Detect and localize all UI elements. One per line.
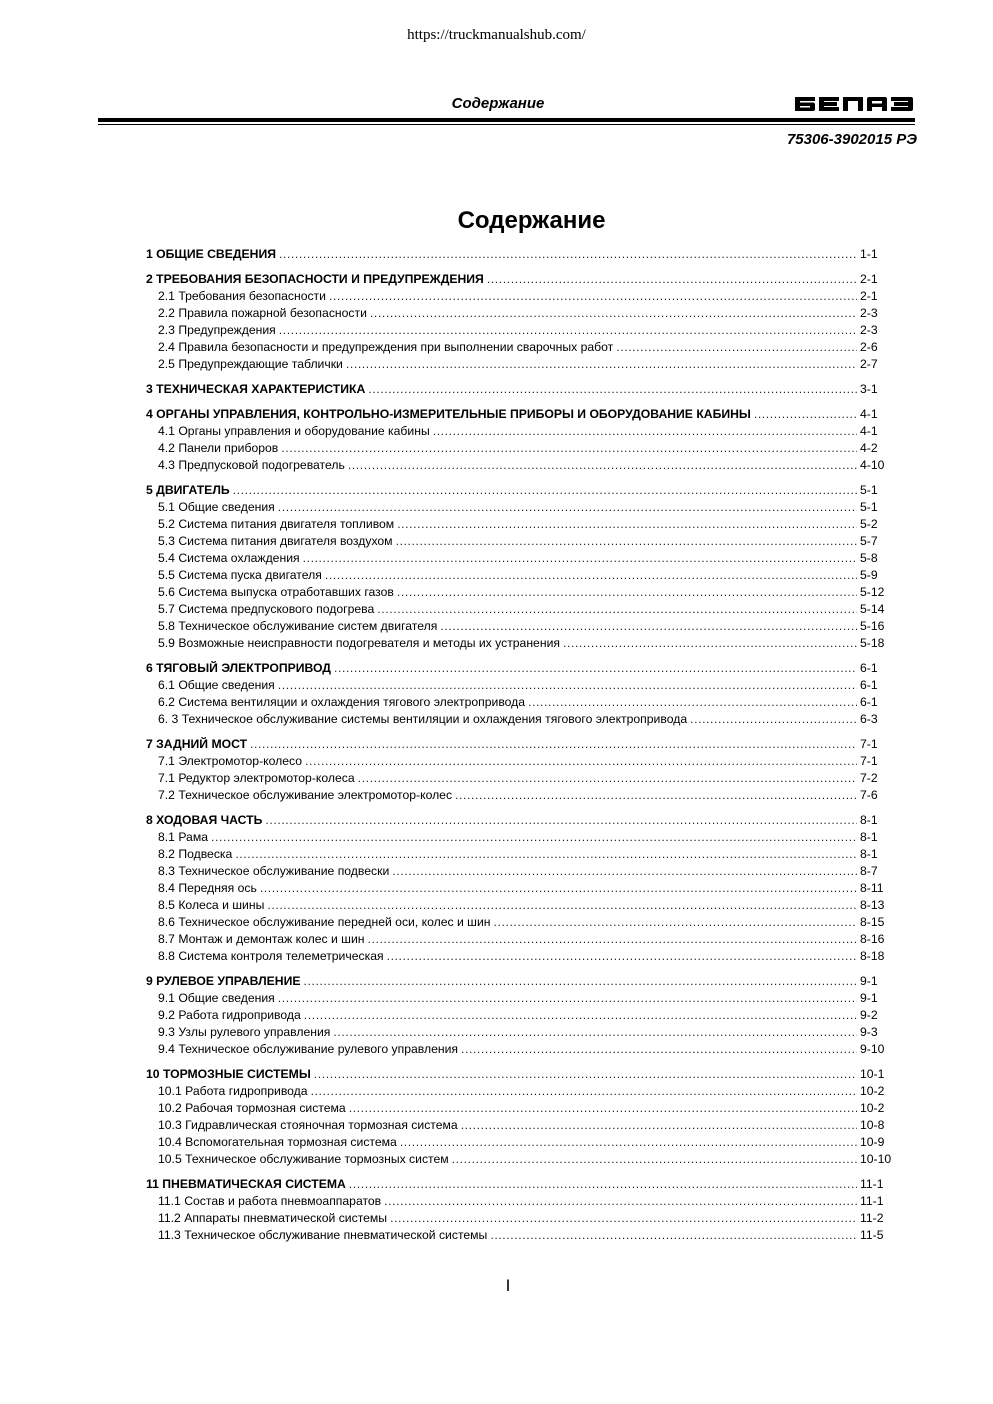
toc-subsection-row[interactable] bbox=[146, 602, 894, 619]
toc-subsection-row[interactable] bbox=[146, 1118, 894, 1135]
toc-entry-page: 8-15 bbox=[860, 915, 885, 929]
dot-leader bbox=[461, 1118, 857, 1132]
toc-entry-label: 4 ОРГАНЫ УПРАВЛЕНИЯ, КОНТРОЛЬНО-ИЗМЕРИТЕЛЬНЫЕ ПРИБОРЫ И ОБОРУДОВАНИЕ КАБИНЫ bbox=[146, 407, 751, 421]
toc-entry-page: 10-8 bbox=[860, 1118, 885, 1132]
toc-entry-page: 9-10 bbox=[860, 1042, 885, 1056]
toc-entry-label: 10.4 Вспомогательная тормозная система bbox=[158, 1135, 397, 1149]
dot-leader bbox=[260, 881, 857, 895]
dot-leader bbox=[377, 602, 857, 616]
toc-entry-label: 1 ОБЩИЕ СВЕДЕНИЯ bbox=[146, 247, 276, 261]
toc-entry-label: 2.4 Правила безопасности и предупреждения при выполнении сварочных работ bbox=[158, 340, 614, 354]
toc-subsection-row[interactable] bbox=[146, 1042, 894, 1059]
dot-leader bbox=[563, 636, 857, 650]
toc-entry-page: 9-1 bbox=[860, 974, 878, 988]
toc-entry-label: 8.8 Система контроля телеметрическая bbox=[158, 949, 384, 963]
toc-subsection-row[interactable] bbox=[146, 881, 894, 898]
toc-entry-label: 11.1 Состав и работа пневмоаппаратов bbox=[158, 1194, 382, 1208]
dot-leader bbox=[490, 1228, 857, 1242]
toc-entry-page: 7-2 bbox=[860, 771, 878, 785]
toc-subsection-row[interactable] bbox=[146, 500, 894, 517]
dot-leader bbox=[304, 974, 858, 988]
toc-entry-label: 5.6 Система выпуска отработавших газов bbox=[158, 585, 394, 599]
toc-entry-label: 6. 3 Техническое обслуживание системы вентиляции и охлаждения тягового электропривода bbox=[158, 712, 688, 726]
dot-leader bbox=[494, 915, 858, 929]
toc-subsection-row[interactable] bbox=[146, 424, 894, 441]
dot-leader bbox=[433, 424, 857, 438]
toc-entry-label: 3 ТЕХНИЧЕСКАЯ ХАРАКТЕРИСТИКА bbox=[146, 382, 366, 396]
toc-entry-page: 5-14 bbox=[860, 602, 885, 616]
dot-leader bbox=[368, 382, 857, 396]
toc-entry-label: 8 ХОДОВАЯ ЧАСТЬ bbox=[146, 813, 263, 827]
toc-entry-label: 7 ЗАДНИЙ МОСТ bbox=[146, 737, 248, 751]
toc-entry-label: 4.2 Панели приборов bbox=[158, 441, 279, 455]
toc-subsection-row[interactable] bbox=[146, 1084, 894, 1101]
toc-section bbox=[146, 247, 894, 264]
toc-subsection-row[interactable] bbox=[146, 949, 894, 966]
dot-leader bbox=[358, 771, 857, 785]
dot-leader bbox=[346, 357, 857, 371]
dot-leader bbox=[314, 1067, 857, 1081]
toc-entry-page: 4-1 bbox=[860, 424, 878, 438]
belaz-logo bbox=[795, 97, 913, 111]
toc-entry-label: 2 ТРЕБОВАНИЯ БЕЗОПАСНОСТИ И ПРЕДУПРЕЖДЕНИЯ bbox=[146, 272, 484, 286]
page-number: I bbox=[505, 1276, 511, 1295]
toc-subsection-row[interactable] bbox=[146, 441, 894, 458]
toc-chapter-row[interactable] bbox=[146, 1067, 894, 1084]
toc-entry-label: 8.2 Подвеска bbox=[158, 847, 233, 861]
toc-subsection-row[interactable] bbox=[146, 568, 894, 585]
toc-entry-label: 5.2 Система питания двигателя топливом bbox=[158, 517, 395, 531]
toc-entry-page: 6-1 bbox=[860, 695, 878, 709]
dot-leader bbox=[235, 847, 857, 861]
toc-entry-page: 5-7 bbox=[860, 534, 878, 548]
toc-entry-page: 6-1 bbox=[860, 678, 878, 692]
source-url: https://truckmanualshub.com/ bbox=[407, 27, 586, 43]
toc-entry-page: 9-3 bbox=[860, 1025, 878, 1039]
toc-entry-label: 8.4 Передняя ось bbox=[158, 881, 257, 895]
toc-entry-page: 2-1 bbox=[860, 272, 878, 286]
toc-entry-label: 11 ПНЕВМАТИЧЕСКАЯ СИСТЕМА bbox=[146, 1177, 346, 1191]
dot-leader bbox=[690, 712, 857, 726]
toc-entry-label: 10.3 Гидравлическая стояночная тормозная система bbox=[158, 1118, 458, 1132]
dot-leader bbox=[279, 247, 857, 261]
toc-entry-page: 5-9 bbox=[860, 568, 878, 582]
toc-entry-page: 2-3 bbox=[860, 306, 878, 320]
toc-entry-page: 1-1 bbox=[860, 247, 878, 261]
toc-entry-label: 10.1 Работа гидропривода bbox=[158, 1084, 308, 1098]
toc-entry-label: 7.2 Техническое обслуживание электромотор-колес bbox=[158, 788, 453, 802]
toc-entry-page: 11-2 bbox=[860, 1211, 884, 1225]
toc-entry-label: 9.1 Общие сведения bbox=[158, 991, 275, 1005]
toc-entry-label: 7.1 Электромотор-колесо bbox=[158, 754, 303, 768]
toc-entry-page: 5-12 bbox=[860, 585, 885, 599]
dot-leader bbox=[367, 932, 857, 946]
dot-leader bbox=[267, 898, 857, 912]
toc-entry-page: 7-6 bbox=[860, 788, 878, 802]
toc-entry-page: 4-10 bbox=[860, 458, 885, 472]
dot-leader bbox=[349, 1101, 857, 1115]
dot-leader bbox=[333, 1025, 857, 1039]
dot-leader bbox=[265, 813, 857, 827]
toc-entry-page: 8-11 bbox=[860, 881, 884, 895]
toc-entry-page: 11-1 bbox=[860, 1177, 884, 1191]
dot-leader bbox=[487, 272, 857, 286]
toc-entry-page: 9-1 bbox=[860, 991, 878, 1005]
dot-leader bbox=[211, 830, 857, 844]
dot-leader bbox=[278, 678, 857, 692]
toc-subsection-row[interactable] bbox=[146, 357, 894, 374]
toc-entry-label: 2.5 Предупреждающие таблички bbox=[158, 357, 343, 371]
toc-section bbox=[146, 737, 894, 805]
toc-subsection-row[interactable] bbox=[146, 1025, 894, 1042]
toc-entry-page: 2-6 bbox=[860, 340, 878, 354]
dot-leader bbox=[334, 661, 857, 675]
toc-entry-page: 4-1 bbox=[860, 407, 878, 421]
toc-entry-page: 6-1 bbox=[860, 661, 878, 675]
toc-entry-label: 9.3 Узлы рулевого управления bbox=[158, 1025, 331, 1039]
toc-entry-label: 11.3 Техническое обслуживание пневматической системы bbox=[158, 1228, 488, 1242]
toc-section bbox=[146, 974, 894, 1059]
toc-entry-page: 9-2 bbox=[860, 1008, 878, 1022]
toc-entry-label: 7.1 Редуктор электромотор-колеса bbox=[158, 771, 355, 785]
toc-title: Содержание bbox=[457, 207, 606, 234]
dot-leader bbox=[348, 458, 857, 472]
dot-leader bbox=[349, 1177, 857, 1191]
toc-subsection-row[interactable] bbox=[146, 636, 894, 653]
toc-entry-page: 10-9 bbox=[860, 1135, 885, 1149]
toc-subsection-row[interactable] bbox=[146, 323, 894, 340]
toc-entry-page: 10-2 bbox=[860, 1084, 885, 1098]
toc-subsection-row[interactable] bbox=[146, 1152, 894, 1169]
toc-entry-page: 7-1 bbox=[860, 737, 878, 751]
toc-entry-page: 8-1 bbox=[860, 813, 878, 827]
toc-chapter-row[interactable] bbox=[146, 407, 894, 424]
header-rule-thin bbox=[98, 124, 915, 125]
toc-entry-page: 3-1 bbox=[860, 382, 878, 396]
toc-subsection-row[interactable] bbox=[146, 458, 894, 475]
toc-entry-page: 8-18 bbox=[860, 949, 885, 963]
toc-entry-page: 2-1 bbox=[860, 289, 878, 303]
toc-chapter-row[interactable] bbox=[146, 382, 894, 399]
dot-leader bbox=[390, 1211, 857, 1225]
dot-leader bbox=[440, 619, 857, 633]
toc-chapter-row[interactable] bbox=[146, 247, 894, 264]
toc-subsection-row[interactable] bbox=[146, 678, 894, 695]
toc-chapter-row[interactable] bbox=[146, 813, 894, 830]
toc-entry-page: 2-3 bbox=[860, 323, 878, 337]
toc-entry-page: 10-10 bbox=[860, 1152, 892, 1166]
toc-entry-label: 5.8 Техническое обслуживание систем двигателя bbox=[158, 619, 438, 633]
table-of-contents bbox=[146, 247, 894, 1253]
toc-entry-label: 10.2 Рабочая тормозная система bbox=[158, 1101, 346, 1115]
toc-entry-label: 6.1 Общие сведения bbox=[158, 678, 275, 692]
toc-subsection-row[interactable] bbox=[146, 1008, 894, 1025]
toc-entry-page: 4-2 bbox=[860, 441, 878, 455]
toc-chapter-row[interactable] bbox=[146, 1177, 894, 1194]
dot-leader bbox=[392, 864, 857, 878]
toc-entry-label: 8.6 Техническое обслуживание передней оси, колес и шин bbox=[158, 915, 491, 929]
dot-leader bbox=[303, 551, 857, 565]
dot-leader bbox=[528, 695, 857, 709]
toc-entry-label: 8.1 Рама bbox=[158, 830, 208, 844]
dot-leader bbox=[250, 737, 857, 751]
toc-entry-label: 5.5 Система пуска двигателя bbox=[158, 568, 322, 582]
toc-entry-page: 5-1 bbox=[860, 500, 878, 514]
toc-subsection-row[interactable] bbox=[146, 1228, 894, 1245]
toc-entry-label: 5.9 Возможные неисправности подогревателя и методы их устранения bbox=[158, 636, 560, 650]
toc-entry-page: 5-16 bbox=[860, 619, 885, 633]
toc-subsection-row[interactable] bbox=[146, 915, 894, 932]
toc-entry-page: 8-16 bbox=[860, 932, 885, 946]
toc-section bbox=[146, 272, 894, 374]
toc-entry-page: 8-1 bbox=[860, 847, 878, 861]
toc-entry-page: 10-1 bbox=[860, 1067, 885, 1081]
toc-entry-label: 5.1 Общие сведения bbox=[158, 500, 275, 514]
toc-entry-label: 8.7 Монтаж и демонтаж колес и шин bbox=[158, 932, 365, 946]
dot-leader bbox=[281, 441, 857, 455]
dot-leader bbox=[384, 1194, 857, 1208]
toc-entry-page: 11-5 bbox=[860, 1228, 884, 1242]
dot-leader bbox=[754, 407, 857, 421]
toc-entry-label: 8.5 Колеса и шины bbox=[158, 898, 265, 912]
toc-entry-page: 7-1 bbox=[860, 754, 878, 768]
toc-entry-label: 2.1 Требования безопасности bbox=[158, 289, 326, 303]
toc-entry-page: 8-7 bbox=[860, 864, 878, 878]
toc-section bbox=[146, 483, 894, 653]
toc-subsection-row[interactable] bbox=[146, 695, 894, 712]
dot-leader bbox=[329, 289, 857, 303]
toc-subsection-row[interactable] bbox=[146, 1194, 894, 1211]
toc-chapter-row[interactable] bbox=[146, 974, 894, 991]
toc-entry-label: 2.3 Предупреждения bbox=[158, 323, 276, 337]
toc-subsection-row[interactable] bbox=[146, 754, 894, 771]
dot-leader bbox=[400, 1135, 857, 1149]
dot-leader bbox=[325, 568, 857, 582]
toc-entry-page: 11-1 bbox=[860, 1194, 884, 1208]
dot-leader bbox=[305, 754, 857, 768]
dot-leader bbox=[455, 788, 857, 802]
dot-leader bbox=[233, 483, 857, 497]
dot-leader bbox=[387, 949, 857, 963]
toc-chapter-row[interactable] bbox=[146, 737, 894, 754]
toc-section bbox=[146, 813, 894, 966]
dot-leader bbox=[461, 1042, 857, 1056]
toc-subsection-row[interactable] bbox=[146, 517, 894, 534]
toc-entry-label: 6 ТЯГОВЫЙ ЭЛЕКТРОПРИВОД bbox=[146, 661, 331, 675]
toc-entry-label: 10 ТОРМОЗНЫЕ СИСТЕМЫ bbox=[146, 1067, 311, 1081]
dot-leader bbox=[278, 991, 857, 1005]
toc-entry-page: 6-3 bbox=[860, 712, 878, 726]
dot-leader bbox=[304, 1008, 857, 1022]
toc-entry-label: 4.1 Органы управления и оборудование кабины bbox=[158, 424, 430, 438]
toc-subsection-row[interactable] bbox=[146, 932, 894, 949]
toc-entry-label: 2.2 Правила пожарной безопасности bbox=[158, 306, 367, 320]
running-header-title: Содержание bbox=[451, 95, 545, 112]
toc-subsection-row[interactable] bbox=[146, 340, 894, 357]
dot-leader bbox=[616, 340, 857, 354]
toc-entry-page: 8-13 bbox=[860, 898, 885, 912]
toc-subsection-row[interactable] bbox=[146, 898, 894, 915]
toc-entry-label: 5.7 Система предпускового подогрева bbox=[158, 602, 375, 616]
toc-subsection-row[interactable] bbox=[146, 1211, 894, 1228]
toc-entry-page: 5-2 bbox=[860, 517, 878, 531]
toc-subsection-row[interactable] bbox=[146, 847, 894, 864]
toc-subsection-row[interactable] bbox=[146, 788, 894, 805]
toc-subsection-row[interactable] bbox=[146, 771, 894, 788]
toc-subsection-row[interactable] bbox=[146, 830, 894, 847]
toc-subsection-row[interactable] bbox=[146, 864, 894, 881]
toc-entry-label: 9.4 Техническое обслуживание рулевого управления bbox=[158, 1042, 458, 1056]
toc-entry-page: 5-1 bbox=[860, 483, 878, 497]
toc-entry-label: 10.5 Техническое обслуживание тормозных систем bbox=[158, 1152, 449, 1166]
toc-chapter-row[interactable] bbox=[146, 483, 894, 500]
toc-subsection-row[interactable] bbox=[146, 1135, 894, 1152]
dot-leader bbox=[397, 517, 857, 531]
toc-entry-label: 5.4 Система охлаждения bbox=[158, 551, 300, 565]
toc-entry-label: 9 РУЛЕВОЕ УПРАВЛЕНИЕ bbox=[146, 974, 301, 988]
toc-entry-label: 9.2 Работа гидропривода bbox=[158, 1008, 301, 1022]
toc-chapter-row[interactable] bbox=[146, 661, 894, 678]
dot-leader bbox=[278, 500, 857, 514]
toc-entry-label: 5 ДВИГАТЕЛЬ bbox=[146, 483, 230, 497]
toc-section bbox=[146, 407, 894, 475]
toc-section bbox=[146, 1177, 894, 1245]
toc-subsection-row[interactable] bbox=[146, 1101, 894, 1118]
toc-section bbox=[146, 382, 894, 399]
toc-entry-page: 5-8 bbox=[860, 551, 878, 565]
dot-leader bbox=[397, 585, 857, 599]
dot-leader bbox=[279, 323, 857, 337]
toc-subsection-row[interactable] bbox=[146, 619, 894, 636]
toc-entry-label: 5.3 Система питания двигателя воздухом bbox=[158, 534, 393, 548]
toc-chapter-row[interactable] bbox=[146, 272, 894, 289]
toc-entry-label: 6.2 Система вентиляции и охлаждения тягового электропривода bbox=[158, 695, 526, 709]
dot-leader bbox=[452, 1152, 857, 1166]
toc-subsection-row[interactable] bbox=[146, 551, 894, 568]
toc-entry-page: 5-18 bbox=[860, 636, 885, 650]
toc-subsection-row[interactable] bbox=[146, 306, 894, 323]
toc-subsection-row[interactable] bbox=[146, 712, 894, 729]
toc-entry-page: 10-2 bbox=[860, 1101, 885, 1115]
toc-entry-label: 8.3 Техническое обслуживание подвески bbox=[158, 864, 390, 878]
dot-leader bbox=[370, 306, 857, 320]
header-rule-thick bbox=[98, 118, 915, 122]
toc-subsection-row[interactable] bbox=[146, 289, 894, 306]
dot-leader bbox=[396, 534, 857, 548]
toc-entry-label: 4.3 Предпусковой подогреватель bbox=[158, 458, 345, 472]
toc-subsection-row[interactable] bbox=[146, 534, 894, 551]
toc-section bbox=[146, 661, 894, 729]
toc-entry-page: 2-7 bbox=[860, 357, 878, 371]
toc-entry-label: 11.2 Аппараты пневматической системы bbox=[158, 1211, 388, 1225]
toc-entry-page: 8-1 bbox=[860, 830, 878, 844]
toc-subsection-row[interactable] bbox=[146, 585, 894, 602]
document-code: 75306-3902015 РЭ bbox=[786, 131, 917, 148]
toc-section bbox=[146, 1067, 894, 1169]
toc-subsection-row[interactable] bbox=[146, 991, 894, 1008]
dot-leader bbox=[311, 1084, 857, 1098]
